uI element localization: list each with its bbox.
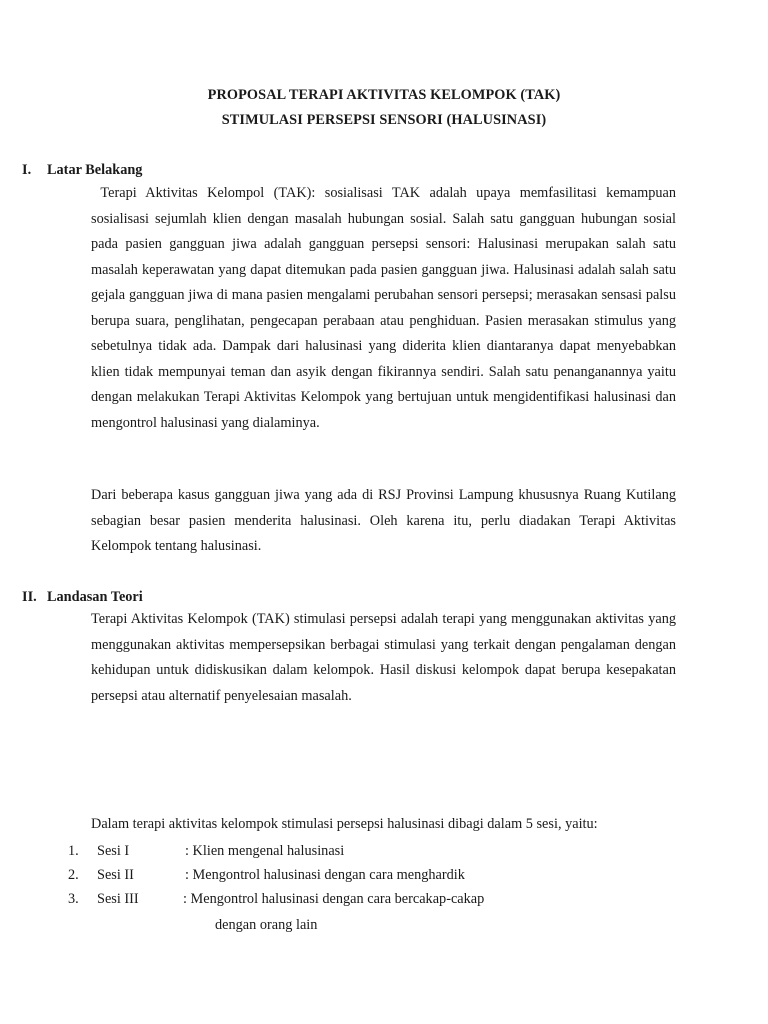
section-number: II.	[22, 589, 37, 605]
section-heading-landasan-teori	[22, 589, 143, 606]
document-title-line-1: PROPOSAL TERAPI AKTIVITAS KELOMPOK (TAK)	[207, 87, 561, 103]
document-title-line-2: STIMULASI PERSEPSI SENSORI (HALUSINASI)	[221, 112, 547, 128]
list-number: 1.	[68, 843, 79, 859]
paragraph-latar-belakang-1: Terapi Aktivitas Kelompol (TAK): sosialisasi TAK adalah upaya memfasilitasi kemampuan sosialisasi sejumlah klien dengan masalah hubungan sosial. Salah satu gangguan hubungan sosial pada pasien gangguan jiwa adalah gangguan persepsi sensori: Halusinasi merupakan salah satu masalah keperawatan yang dapat ditemukan pada pasien gangguan jiwa. Halusinasi adalah salah satu gejala gangguan jiwa di mana pasien mengalami perubahan sensori persepsi; merasakan sensasi palsu berupa suara, penglihatan, pengecapan perabaan atau penghiduan. Pasien merasakan stimulus yang sebetulnya tidak ada. Dampak dari halusinasi yang diderita klien diantaranya dapat menyebabkan klien tidak mempunyai teman dan asyik dengan fikirannya sendiri. Salah satu penanganannya yaitu dengan melakukan Terapi Aktivitas Kelompok yang bertujuan untuk mengidentifikasi halusinasi dan mengontrol halusinasi yang dialaminya.	[91, 185, 676, 431]
section-title: Latar Belakang	[47, 162, 143, 178]
paragraph-latar-belakang-2: Dari beberapa kasus gangguan jiwa yang ada di RSJ Provinsi Lampung khususnya Ruang Kutilang sebagian besar pasien menderita halusinasi. Oleh karena itu, perlu diadakan Terapi Aktivitas Kelompok tentang halusinasi.	[91, 487, 676, 554]
session-label: Sesi II	[97, 867, 134, 883]
session-description-continuation: dengan orang lain	[215, 917, 318, 933]
session-label: Sesi I	[97, 843, 130, 859]
list-number: 3.	[68, 891, 79, 907]
list-item	[68, 867, 708, 891]
list-item	[68, 843, 708, 867]
session-description: : Klien mengenal halusinasi	[185, 843, 345, 859]
session-description: : Mengontrol halusinasi dengan cara menghardik	[185, 867, 465, 883]
session-label: Sesi III	[97, 891, 139, 907]
list-number: 2.	[68, 867, 79, 883]
section-title: Landasan Teori	[47, 589, 143, 605]
section-number: I.	[22, 162, 32, 178]
session-description: : Mengontrol halusinasi dengan cara bercakap-cakap	[183, 891, 485, 907]
sessions-intro: Dalam terapi aktivitas kelompok stimulasi persepsi halusinasi dibagi dalam 5 sesi, yaitu:	[91, 816, 598, 832]
list-item	[68, 891, 708, 915]
paragraph-landasan-teori: Terapi Aktivitas Kelompok (TAK) stimulasi persepsi adalah terapi yang menggunakan aktivitas yang menggunakan aktivitas mempersepsikan berbagai stimulasi yang terkait dengan pengalaman dengan kehidupan untuk didiskusikan dalam kelompok. Hasil diskusi kelompok dapat berupa kesepakatan persepsi atau alternatif penyelesaian masalah.	[91, 611, 676, 704]
section-heading-latar-belakang	[22, 162, 142, 179]
